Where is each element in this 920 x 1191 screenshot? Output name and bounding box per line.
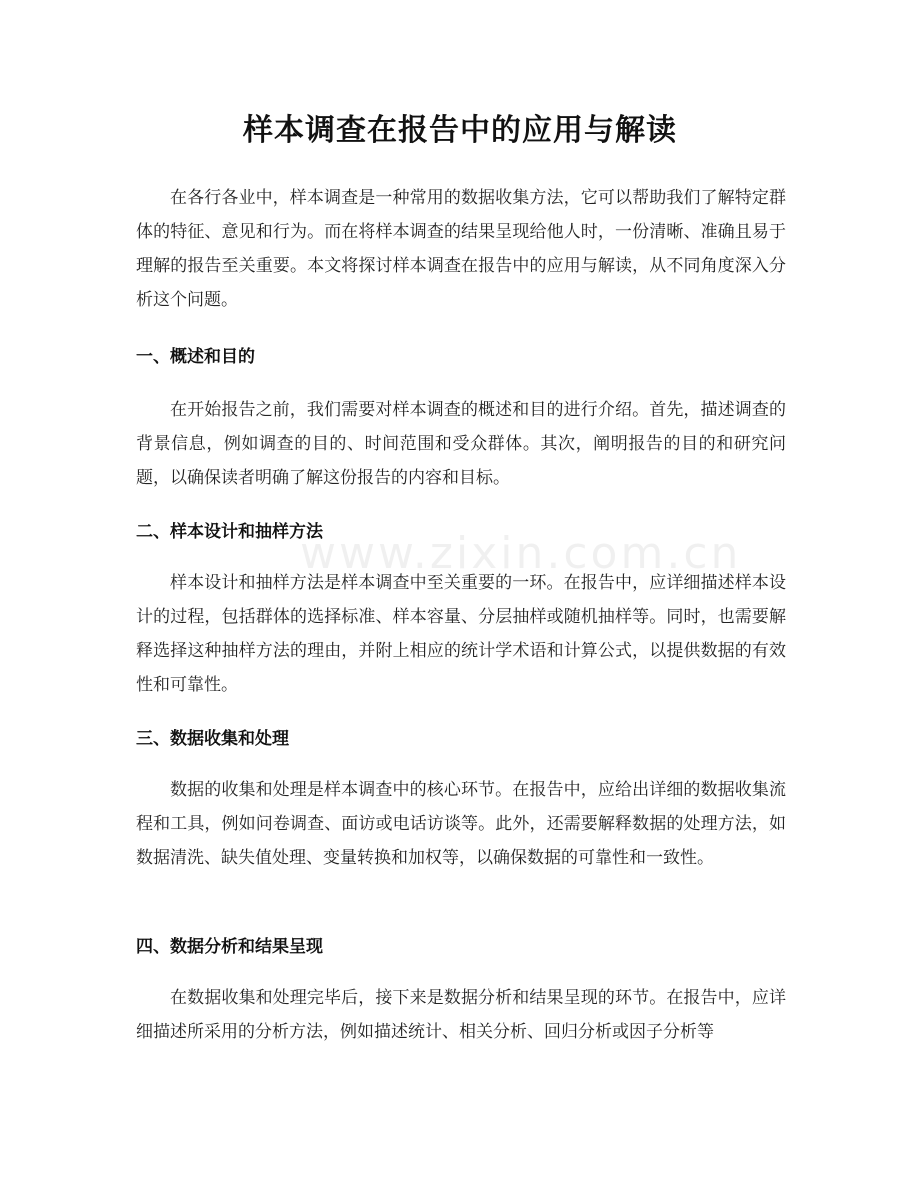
- section-heading: 三、数据收集和处理: [136, 729, 289, 749]
- section-paragraph: 样本设计和抽样方法是样本调查中至关重要的一环。在报告中，应详细描述样本设计的过程，包括群体的选择标准、样本容量、分层抽样或随机抽样等。同时，也需要解释选择这种抽样方法的理由，并附上相应的统计学术语和计算公式，以提供数据的有效性和可靠性。: [136, 573, 786, 695]
- section-heading: 二、样本设计和抽样方法: [136, 522, 323, 542]
- intro-block: [136, 181, 786, 317]
- section-heading: 四、数据分析和结果呈现: [136, 937, 323, 957]
- intro-paragraph: 在各行各业中，样本调查是一种常用的数据收集方法，它可以帮助我们了解特定群体的特征、意见和行为。而在将样本调查的结果呈现给他人时，一份清晰、准确且易于理解的报告至关重要。本文将探讨样本调查在报告中的应用与解读，从不同角度深入分析这个问题。: [136, 188, 786, 310]
- watermark-text: www.zixin.com.cn: [300, 528, 742, 579]
- section-4-body-block: [136, 981, 786, 1049]
- section-2-body-block: [136, 566, 786, 702]
- document-title: 样本调查在报告中的应用与解读: [243, 113, 677, 148]
- section-paragraph: 在数据收集和处理完毕后，接下来是数据分析和结果呈现的环节。在报告中，应详细描述所采用的分析方法，例如描述统计、相关分析、回归分析或因子分析等: [136, 988, 786, 1042]
- section-3-body-block: [136, 773, 786, 875]
- section-paragraph: 在开始报告之前，我们需要对样本调查的概述和目的进行介绍。首先，描述调查的背景信息，例如调查的目的、时间范围和受众群体。其次，阐明报告的目的和研究问题，以确保读者明确了解这份报告的内容和目标。: [136, 400, 786, 488]
- section-heading: 一、概述和目的: [136, 347, 255, 367]
- section-paragraph: 数据的收集和处理是样本调查中的核心环节。在报告中，应给出详细的数据收集流程和工具，例如问卷调查、面访或电话访谈等。此外，还需要解释数据的处理方法，如数据清洗、缺失值处理、变量转换和加权等，以确保数据的可靠性和一致性。: [136, 780, 786, 868]
- section-3-heading-block: [136, 722, 786, 756]
- section-1-body-block: [136, 393, 786, 495]
- section-1-heading-block: [136, 340, 786, 374]
- section-4-heading-block: [136, 930, 786, 964]
